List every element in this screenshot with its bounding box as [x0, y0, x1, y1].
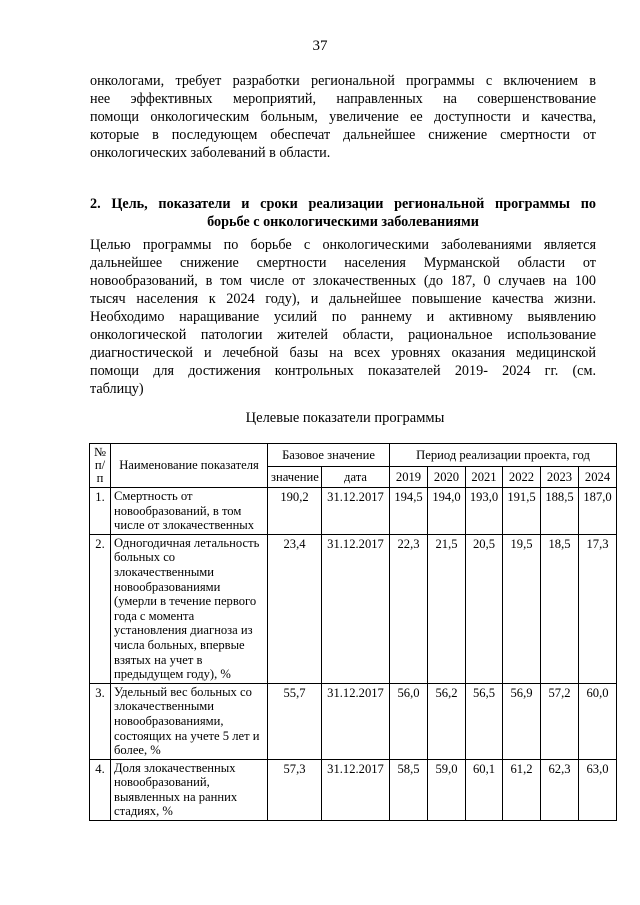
year-value: 56,2	[428, 683, 466, 759]
indicator-name	[111, 759, 268, 820]
text-line: Необходимо наращивание усилий по раннему и активному выявлению	[90, 309, 596, 325]
year-value: 61,2	[503, 759, 541, 820]
text-line: новообразований, в том числе от злокачественных (до 187, 0 случаев на 100	[90, 273, 596, 289]
year-value: 63,0	[579, 759, 617, 820]
year-value: 18,5	[541, 534, 579, 683]
name-line: новообразованиями,	[114, 713, 224, 728]
name-line: больных со	[114, 550, 176, 565]
name-line: Смертность от	[114, 489, 193, 503]
row-number: 2.	[90, 534, 111, 683]
name-line: злокачественными	[114, 564, 215, 579]
year-value: 59,0	[428, 759, 466, 820]
baseline-date: 31.12.2017	[322, 683, 390, 759]
baseline-value: 55,7	[268, 683, 322, 759]
year-value: 56,0	[390, 683, 428, 759]
name-line: предыдущем году), %	[114, 667, 231, 682]
baseline-value: 23,4	[268, 534, 322, 683]
text-line: помощи для достижения контрольных показателей 2019- 2024 гг. (см.	[90, 363, 596, 379]
year-value: 20,5	[466, 534, 503, 683]
indicator-name	[111, 488, 268, 535]
indicator-name	[111, 534, 268, 683]
header-num	[90, 444, 111, 488]
indicator-name	[111, 683, 268, 759]
year-value: 56,9	[503, 683, 541, 759]
header-year: 2022	[503, 467, 541, 488]
name-line: состоящих на учете 5 лет и	[114, 728, 260, 743]
name-line: Доля злокачественных	[114, 760, 236, 775]
heading-line: борьбе с онкологическими заболеваниями	[207, 214, 479, 230]
name-line: выявленных на ранних	[114, 789, 238, 804]
text-line: онкологами, требует разработки региональной программы с включением в	[90, 73, 596, 89]
header-year: 2020	[428, 467, 466, 488]
name-line: более, %	[114, 743, 161, 758]
text-line: дальнейшее снижение смертности населения Мурманской области от	[90, 255, 596, 271]
baseline-date: 31.12.2017	[322, 759, 390, 820]
header-year: 2023	[541, 467, 579, 488]
year-value: 194,0	[428, 488, 466, 535]
text-line: онкологических заболеваний в области.	[90, 145, 331, 161]
year-value: 191,5	[503, 488, 541, 535]
text-line: помощи онкологическим больным, увеличение ее доступности и качества,	[90, 109, 596, 125]
name-line: (умерли в течение первого	[114, 594, 257, 609]
header-baseline-date: дата	[322, 467, 390, 488]
year-value: 21,5	[428, 534, 466, 683]
name-line: новообразований, в том	[114, 503, 242, 518]
heading-line: 2. Цель, показатели и сроки реализации региональной программы по	[90, 196, 596, 212]
name-line: Одногодичная летальность	[114, 535, 260, 550]
year-value: 19,5	[503, 534, 541, 683]
header-name: Наименование показателя	[111, 444, 268, 488]
year-value: 194,5	[390, 488, 428, 535]
row-number: 1.	[90, 488, 111, 535]
text-line: тысяч населения к 2024 году), и дальнейшее повышение качества жизни.	[90, 291, 596, 307]
name-line: новообразованиями	[114, 579, 221, 594]
row-number: 3.	[90, 683, 111, 759]
text-line: диагностической и лечебной базы на всех уровнях оказания медицинской	[90, 345, 596, 361]
header-period: Период реализации проекта, год	[390, 444, 617, 467]
row-number: 4.	[90, 759, 111, 820]
targets-table	[89, 443, 617, 821]
name-line: числе от злокачественных	[114, 518, 255, 533]
table-header-row	[90, 444, 617, 467]
baseline-date: 31.12.2017	[322, 534, 390, 683]
year-value: 60,1	[466, 759, 503, 820]
baseline-value: 57,3	[268, 759, 322, 820]
baseline-value: 190,2	[268, 488, 322, 535]
name-line: года с момента	[114, 608, 195, 623]
header-num-line: №	[93, 445, 107, 459]
header-year: 2021	[466, 467, 503, 488]
intro-paragraph	[90, 72, 596, 162]
header-year: 2024	[579, 467, 617, 488]
text-line: нее эффективных мероприятий, направленных на совершенствование	[90, 91, 596, 107]
year-value: 17,3	[579, 534, 617, 683]
name-line: стадиях, %	[114, 804, 173, 819]
section-heading	[90, 195, 596, 231]
table-row	[90, 534, 617, 683]
name-line: новообразований,	[114, 775, 210, 790]
year-value: 62,3	[541, 759, 579, 820]
table-caption: Целевые показатели программы	[245, 410, 445, 426]
year-value: 60,0	[579, 683, 617, 759]
baseline-date: 31.12.2017	[322, 488, 390, 535]
name-line: злокачественными	[114, 699, 215, 714]
text-line: которые в последующем обеспечат дальнейшее снижение смертности от	[90, 127, 596, 143]
name-line: установления диагноза из	[114, 623, 253, 638]
year-value: 193,0	[466, 488, 503, 535]
header-year: 2019	[390, 467, 428, 488]
year-value: 22,3	[390, 534, 428, 683]
year-value: 57,2	[541, 683, 579, 759]
table-row	[90, 488, 617, 535]
table-row	[90, 759, 617, 820]
header-baseline-value: значение	[268, 467, 322, 488]
name-line: числа больных, впервые	[114, 637, 245, 652]
page-number: 37	[312, 38, 328, 54]
name-line: Удельный вес больных со	[114, 684, 252, 699]
goal-paragraph	[90, 236, 596, 398]
text-line: Целью программы по борьбе с онкологическими заболеваниями является	[90, 237, 596, 253]
table-row	[90, 683, 617, 759]
text-line: онкологической патологии жителей области, рациональное использование	[90, 327, 596, 343]
year-value: 187,0	[579, 488, 617, 535]
year-value: 58,5	[390, 759, 428, 820]
header-num-line: п/п	[94, 458, 106, 485]
year-value: 56,5	[466, 683, 503, 759]
year-value: 188,5	[541, 488, 579, 535]
header-baseline: Базовое значение	[268, 444, 390, 467]
name-line: взятых на учет в	[114, 652, 203, 667]
text-line: таблицу)	[90, 381, 144, 397]
